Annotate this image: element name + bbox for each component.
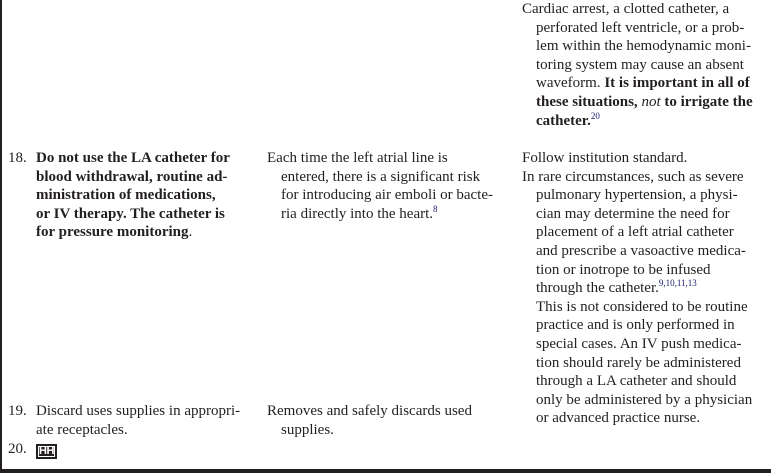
step-19-rationale xyxy=(267,402,472,439)
text-line xyxy=(522,112,753,131)
text-line: only be administered by a physician xyxy=(536,391,753,408)
italic-text: not xyxy=(641,93,661,110)
step-18-special-considerations xyxy=(522,149,752,428)
text-segment: ria directly into the heart. xyxy=(281,205,434,222)
text-line xyxy=(522,279,752,298)
bold-text: these situations, xyxy=(536,93,642,110)
text-line: Removes and safely discards used xyxy=(267,403,472,419)
step-number-19: 19. xyxy=(8,403,27,419)
text-line: or IV therapy. The catheter is xyxy=(36,205,225,222)
text-line: perforated left ventricle, or a prob- xyxy=(536,19,745,36)
bold-text: catheter. xyxy=(536,112,591,129)
text-line: toring system may cause an absent xyxy=(536,56,744,73)
text-line: In rare circumstances, such as severe xyxy=(522,168,744,185)
text-line: placement of a left atrial catheter xyxy=(536,224,734,241)
text-segment: through the catheter. xyxy=(536,280,659,297)
page-border-left xyxy=(0,0,2,473)
text-line: tion should rarely be administered xyxy=(536,354,741,371)
text-line: entered, there is a significant risk xyxy=(281,168,481,185)
step-number-18: 18. xyxy=(8,150,27,166)
text-line xyxy=(522,93,753,112)
step-18-rationale xyxy=(267,149,493,223)
bold-text: It is important in all of xyxy=(604,75,750,92)
text-segment: . xyxy=(188,224,193,241)
text-line: supplies. xyxy=(281,421,334,438)
text-line: and prescribe a vasoactive medica- xyxy=(536,242,746,259)
reference-superscript[interactable]: 20 xyxy=(590,110,600,121)
text-line: Do not use the LA catheter for xyxy=(36,150,230,166)
text-line: ate receptacles. xyxy=(36,421,128,438)
page-border-bottom xyxy=(0,469,771,473)
text-line: Cardiac arrest, a clotted catheter, a xyxy=(522,1,730,17)
text-segment: waveform. xyxy=(536,75,605,92)
step-18-action xyxy=(36,149,230,242)
text-line: for introducing air emboli or bacte- xyxy=(281,187,494,204)
text-line: lem within the hemodynamic moni- xyxy=(536,38,751,55)
reference-superscript[interactable]: 9,10,11,13 xyxy=(658,278,697,289)
text-line xyxy=(267,205,493,224)
text-line: special cases. An IV push medica- xyxy=(536,335,742,352)
step-19-action xyxy=(36,402,240,439)
step-20-action xyxy=(36,440,57,459)
text-line xyxy=(36,223,230,242)
text-line: This is not considered to be routine xyxy=(536,298,748,315)
text-line: or advanced practice nurse. xyxy=(536,410,701,427)
text-line: tion or inotrope to be infused xyxy=(536,261,711,278)
text-line: practice and is only performed in xyxy=(536,317,735,334)
step-number-20: 20. xyxy=(8,441,27,457)
text-line: pulmonary hypertension, a physi- xyxy=(536,187,738,204)
reference-superscript[interactable]: 8 xyxy=(433,203,438,214)
bold-text: to irrigate the xyxy=(660,93,753,110)
text-line: blood withdrawal, routine ad- xyxy=(36,168,228,185)
bold-text: for pressure monitoring xyxy=(36,224,189,241)
text-line: Follow institution standard. xyxy=(522,150,688,166)
text-line: Discard uses supplies in appropri- xyxy=(36,403,241,419)
hand-hygiene-icon: HH xyxy=(36,444,57,459)
text-line: Each time the left atrial line is xyxy=(267,150,448,166)
special-considerations-continued xyxy=(522,0,753,130)
text-line: ministration of medications, xyxy=(36,187,216,204)
text-line xyxy=(522,74,753,93)
text-line: through a LA catheter and should xyxy=(536,373,737,390)
text-line: cian may determine the need for xyxy=(536,205,730,222)
